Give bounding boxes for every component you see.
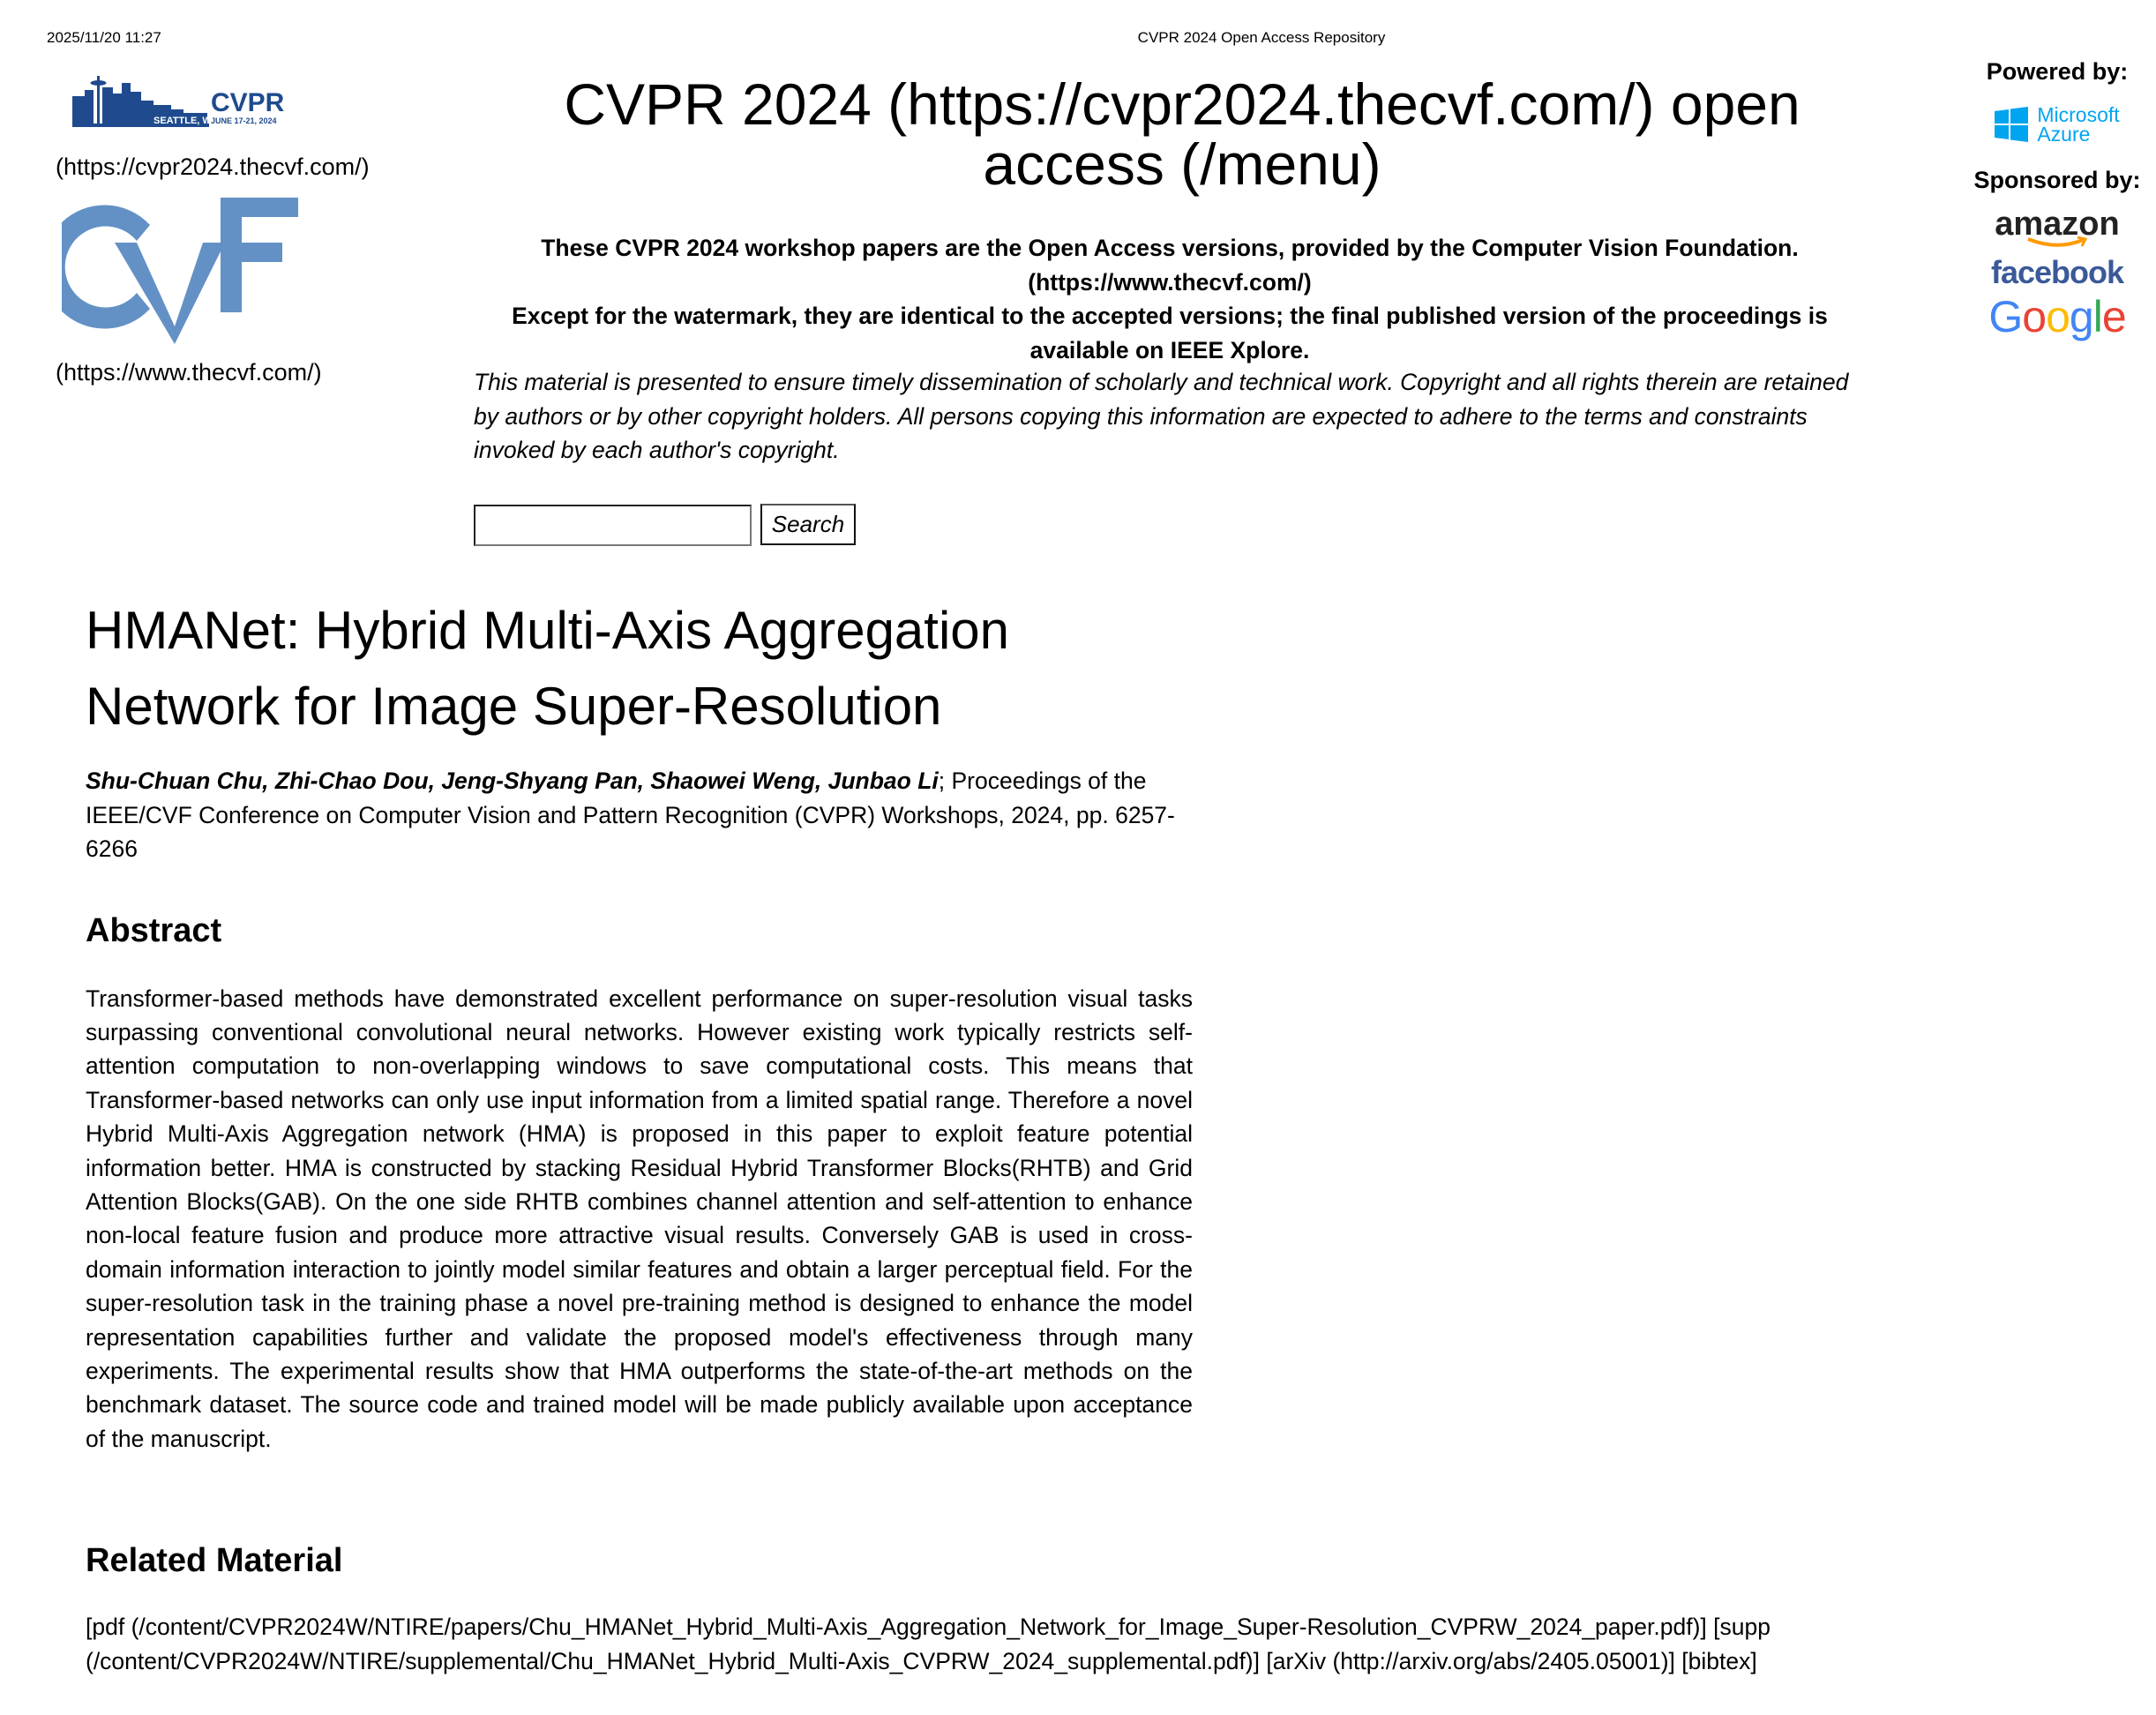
thecvf-link[interactable]: (https://www.thecvf.com/) xyxy=(1028,268,1312,296)
cvpr-logo xyxy=(72,74,300,127)
powered-by-label: Powered by: xyxy=(1986,58,2129,85)
notice-line1: These CVPR 2024 workshop papers are the Open Access versions, provided by the Computer Vision Foundation. xyxy=(541,235,1799,261)
notice-line2: Except for the watermark, they are identical to the accepted versions; the final published version of the proceedings is available on IEEE Xplore. xyxy=(512,303,1828,363)
cvf-logo-link[interactable] xyxy=(62,194,309,353)
search-button[interactable]: Search xyxy=(760,504,856,545)
supp-link[interactable]: [supp (/content/CVPR2024W/NTIRE/supplemental/Chu_HMANet_Hybrid_Multi-Axis_CVPRW_2024_supplemental.pdf)] xyxy=(86,1614,1770,1674)
amazon-wordmark: amazon xyxy=(1995,206,2120,243)
copyright-disclaimer: This material is presented to ensure timely dissemination of scholarly and technical work. Copyright and all rights therein are retained by authors or by other copyright holders. All persons copying this information are expected to adhere to the terms and constraints invoked by each author's copyright. xyxy=(474,369,1849,463)
cvpr-site-link[interactable]: (https://cvpr2024.thecvf.com/) xyxy=(56,154,370,180)
print-timestamp: 2025/11/20 11:27 xyxy=(47,29,161,46)
paper-citation xyxy=(86,764,1193,866)
windows-icon xyxy=(1995,107,2028,142)
abstract-heading: Abstract xyxy=(86,911,222,949)
related-material-heading: Related Material xyxy=(86,1542,343,1579)
azure-logo[interactable] xyxy=(1958,105,2156,144)
cvpr-logo-link[interactable] xyxy=(72,74,300,131)
pdf-link[interactable]: [pdf (/content/CVPR2024W/NTIRE/papers/Chu_HMANet_Hybrid_Multi-Axis_Aggregation_Network_for_Image_Super-Resolution_CVPRW_2024_paper.pdf)] xyxy=(86,1614,1707,1640)
print-page-title: CVPR 2024 Open Access Repository xyxy=(1137,29,1386,46)
bibtex-link[interactable]: [bibtex] xyxy=(1681,1647,1757,1674)
paper-title: HMANet: Hybrid Multi-Axis Aggregation Network for Image Super-Resolution xyxy=(86,601,1010,736)
amazon-logo[interactable] xyxy=(1958,206,2156,249)
related-material xyxy=(86,1542,1815,1678)
arxiv-link[interactable]: [arXiv (http://arxiv.org/abs/2405.05001)] xyxy=(1266,1647,1675,1674)
svg-text:JUNE 17-21, 2024: JUNE 17-21, 2024 xyxy=(211,116,277,125)
azure-logo-line2: Azure xyxy=(2037,123,2091,146)
svg-text:SEATTLE, WA: SEATTLE, WA xyxy=(153,116,219,126)
site-title xyxy=(529,71,1835,197)
abstract-text: Transformer-based methods have demonstrated excellent performance on super-resolution visual tasks surpassing conventional convolutional neural networks. However existing work typically restricts self-attention computation to non-overlapping windows to save computational costs. This means that Transformer-based networks can only use input information from a limited spatial range. Therefore a novel Hybrid Multi-Axis Aggregation network (HMA) is proposed in this paper to exploit feature potential information better. HMA is constructed by stacking Residual Hybrid Transformer Blocks(RHTB) and Grid Attention Blocks(GAB). On the one side RHTB combines channel attention and self-attention to enhance non-local feature fusion and produce more attractive visual results. Conversely GAB is used in cross-domain information interaction to jointly model similar features and obtain a larger perceptual field. For the super-resolution task in the training phase a novel pre-training method is designed to enhance the model representation capabilities further and validate the proposed model's effectiveness through many experiments. The experimental results show that HMA outperforms the state-of-the-art methods on the benchmark dataset. The source code and trained model will be made publicly available upon acceptance of the manuscript. xyxy=(86,985,1193,1452)
google-logo[interactable]: Google xyxy=(1988,292,2126,341)
paper-venue: ; Proceedings of the IEEE/CVF Conference on Computer Vision and Pattern Recognition (CVPR) Workshops, 2024, pp. 6257-6266 xyxy=(86,768,1175,862)
site-title-line1[interactable]: CVPR 2024 (https://cvpr2024.thecvf.com/) open xyxy=(564,71,1800,137)
paper-content xyxy=(86,593,1193,1456)
cvf-site-link[interactable]: (https://www.thecvf.com/) xyxy=(56,359,322,386)
paper-authors: Shu-Chuan Chu, Zhi-Chao Dou, Jeng-Shyang Pan, Shaowei Weng, Junbao Li xyxy=(86,768,939,794)
facebook-logo[interactable]: facebook xyxy=(1990,254,2124,290)
sponsors-panel xyxy=(1958,58,2156,342)
search-input[interactable] xyxy=(474,505,752,546)
sponsored-by-label: Sponsored by: xyxy=(1973,167,2141,193)
related-links xyxy=(86,1610,1815,1678)
svg-text:CVPR: CVPR xyxy=(211,88,285,117)
site-title-line2[interactable]: access (/menu) xyxy=(983,131,1381,197)
cvf-logo xyxy=(62,194,309,348)
azure-logo-line1: Microsoft xyxy=(2037,103,2120,126)
open-access-notice xyxy=(474,231,1866,367)
